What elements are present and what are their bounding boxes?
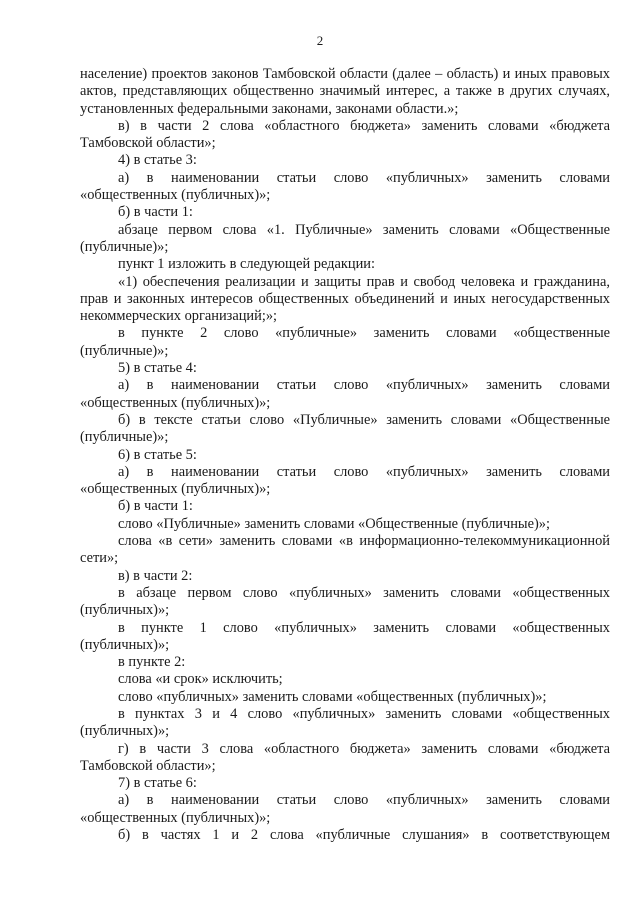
document-paragraph: а) в наименовании статьи слово «публичных» заменить словами «общественных (публичных)»;	[80, 463, 610, 498]
document-body	[80, 66, 610, 844]
document-paragraph: слова «и срок» исключить;	[118, 671, 283, 688]
document-paragraph: в пункте 2:	[118, 654, 186, 671]
document-paragraph: б) в части 1:	[118, 204, 193, 221]
document-paragraph: пункт 1 изложить в следующей редакции:	[118, 256, 375, 273]
document-paragraph: в) в части 2 слова «областного бюджета» заменить словами «бюджета Тамбовской области»;	[80, 117, 610, 152]
document-paragraph: 7) в статье 6:	[118, 775, 197, 792]
document-paragraph: в пункте 1 слово «публичных» заменить словами «общественных (публичных)»;	[80, 619, 610, 653]
document-paragraph: а) в наименовании статьи слово «публичных» заменить словами «общественных (публичных)»;	[80, 169, 610, 204]
document-paragraph: г) в части 3 слова «областного бюджета» заменить словами «бюджета Тамбовской области»;	[80, 740, 610, 774]
document-paragraph: в пунктах 3 и 4 слово «публичных» заменить словами «общественных (публичных)»;	[80, 705, 610, 740]
document-paragraph: слово «публичных» заменить словами «общественных (публичных)»;	[118, 688, 547, 705]
document-paragraph: а) в наименовании статьи слово «публичных» заменить словами «общественных (публичных)»;	[80, 792, 610, 826]
document-paragraph: 5) в статье 4:	[118, 360, 197, 377]
document-paragraph: б) в частях 1 и 2 слова «публичные слушания» в соответствующем	[118, 827, 610, 844]
document-paragraph: слово «Публичные» заменить словами «Общественные (публичные)»;	[118, 515, 550, 532]
document-paragraph: а) в наименовании статьи слово «публичных» заменить словами «общественных (публичных)»;	[80, 377, 610, 411]
document-paragraph: б) в части 1:	[118, 498, 193, 515]
page-number: 2	[316, 33, 324, 48]
document-paragraph: слова «в сети» заменить словами «в информационно-телекоммуникационной сети»;	[80, 533, 610, 567]
document-paragraph: в абзаце первом слово «публичных» заменить словами «общественных (публичных)»;	[80, 584, 610, 619]
document-paragraph: 4) в статье 3:	[118, 152, 197, 169]
document-paragraph: население) проектов законов Тамбовской области (далее – область) и иных правовых актов, представляющих общественно значимый интерес, а также в других случаях, установленных федеральными законами, законами области.»;	[80, 66, 610, 117]
document-paragraph: абзаце первом слова «1. Публичные» заменить словами «Общественные (публичные)»;	[80, 221, 610, 255]
document-paragraph: «1) обеспечения реализации и защиты прав и свобод человека и гражданина, прав и законных интересов общественных объединений и иных негосударственных некоммерческих организаций;»;	[80, 273, 610, 325]
document-paragraph: б) в тексте статьи слово «Публичные» заменить словами «Общественные (публичные)»;	[80, 411, 610, 446]
document-paragraph: в) в части 2:	[118, 567, 193, 584]
document-paragraph: в пункте 2 слово «публичные» заменить словами «общественные (публичные)»;	[80, 325, 610, 359]
document-paragraph: 6) в статье 5:	[118, 446, 197, 463]
